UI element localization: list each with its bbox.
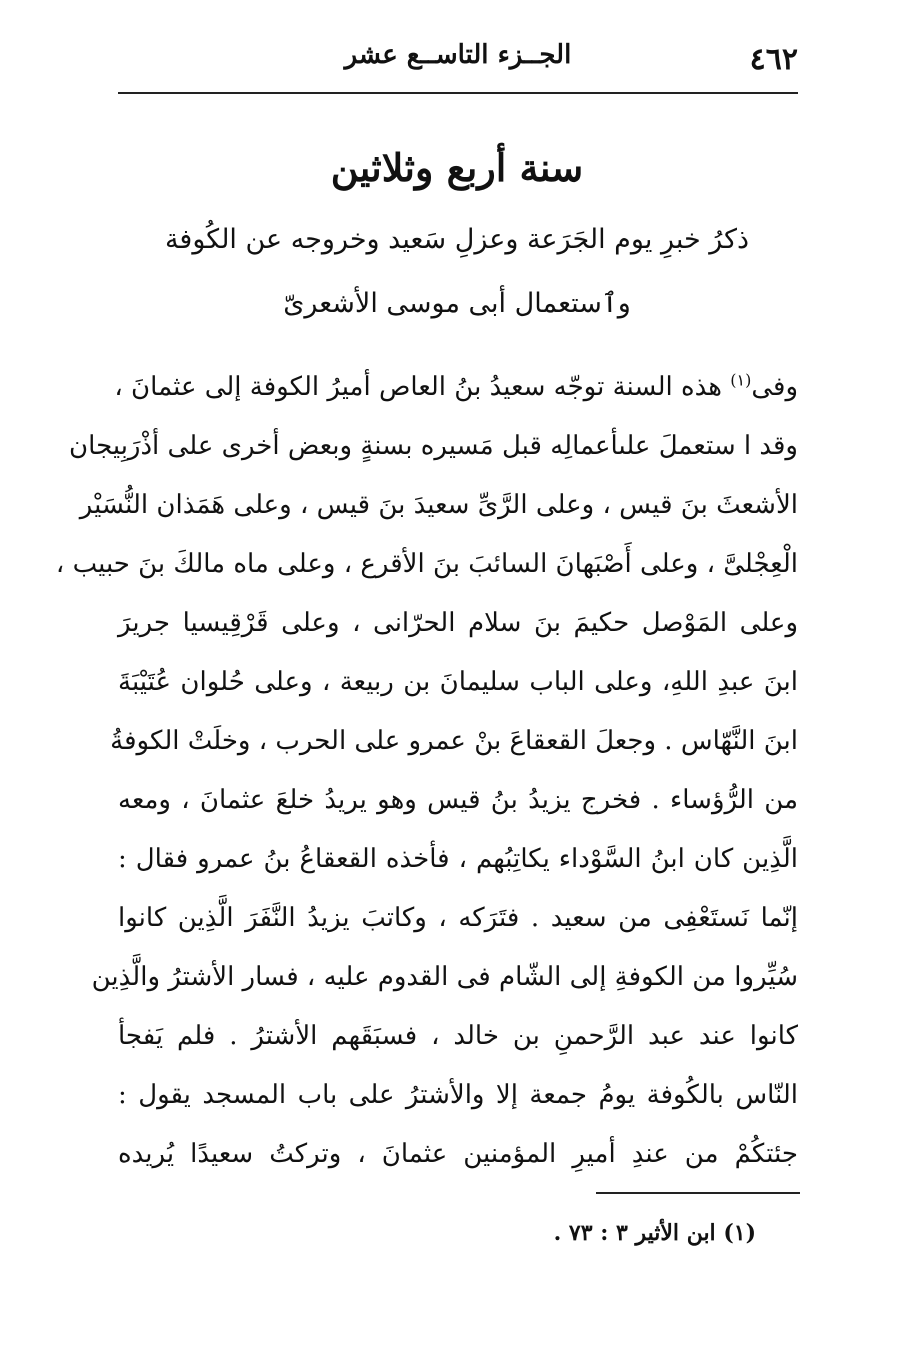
page-header [118, 28, 798, 94]
text-line-start: وفى [751, 372, 798, 402]
section-heading-line-1: ذكرُ خبرِ يوم الجَرَعة وعزلِ سَعيد وخروجه عن الكُوفة [164, 224, 750, 255]
text-line: من الرُّؤساء . فخرج يزيدُ بنُ قيس وهو يريدُ خلعَ عثمانَ ، ومعه [118, 785, 798, 815]
page-number: ٤٦٢ [749, 42, 798, 77]
body-text [55, 358, 799, 1184]
text-line: كانوا عند عبد الرَّحمنِ بن خالد ، فسبَقَهم الأشترُ . فلم يَفجأ [118, 1021, 798, 1051]
text-line: وقد ا ستعملَ علىأعمالِه قبل مَسيره بسنةٍ وبعض أخرى على أذْرَبِيجان [69, 431, 798, 461]
text-line: إنّما نَستَعْفِى من سعيد . فتَرَكه ، وكاتبَ يزيدُ النَّفَرَ الَّذِين كانوا [118, 903, 798, 933]
text-line: جئتكُمْ من عندِ أميرِ المؤمنين عثمانَ ، وتركتُ سعيدًا يُريده [118, 1139, 798, 1169]
text-line: ابنَ النَّهّاس . وجعلَ القعقاعَ بنْ عمرو على الحرب ، وخلَتْ الكوفةُ [110, 726, 798, 756]
footnote-divider [596, 1192, 800, 1194]
footnote: (١) ابن الأثير ٣ : ٧٣ . [553, 1220, 756, 1246]
section-heading-line-2: وٱستعمال أبى موسى الأشعرىّ [283, 288, 631, 319]
text-line: الأشعثَ بنَ قيس ، وعلى الرَّىِّ سعيدَ بنَ قيس ، وعلى هَمَذان النُّسَيْر [79, 490, 798, 520]
text-line-rest: هذه السنة توجّه سعيدُ بنُ العاص أميرُ الكوفة إلى عثمانَ ، [114, 372, 722, 402]
text-line: وعلى المَوْصل حكيمَ بنَ سلام الحرّانى ، وعلى قَرْقِيسيا جريرَ [118, 608, 799, 638]
footnote-reference: (١) [730, 370, 752, 390]
text-line: الْعِجْلىَّ ، وعلى أَصْبَهانَ السائبَ بنَ الأقرع ، وعلى ماه مالكَ بنَ حبيب ، [55, 549, 798, 579]
running-title: الجــزء التاســع عشر [344, 40, 572, 70]
text-line: ابنَ عبدِ اللهِ، وعلى الباب سليمانَ بن ربيعة ، وعلى حُلوان عُتَيْبَةَ [118, 667, 798, 697]
text-line: الَّذِين كان ابنُ السَّوْداء يكاتِبُهم ، فأخذه القعقاعُ بنُ عمرو فقال : [118, 844, 798, 874]
chapter-title: سنة أربع وثلاثين [330, 145, 584, 190]
text-line: النّاس بالكُوفة يومُ جمعة إلا والأشترُ على باب المسجد يقول : [118, 1080, 798, 1110]
text-line: سُيِّروا من الكوفةِ إلى الشّام فى القدوم عليه ، فسار الأشترُ والَّذِين [91, 962, 798, 992]
text-line [114, 358, 798, 417]
